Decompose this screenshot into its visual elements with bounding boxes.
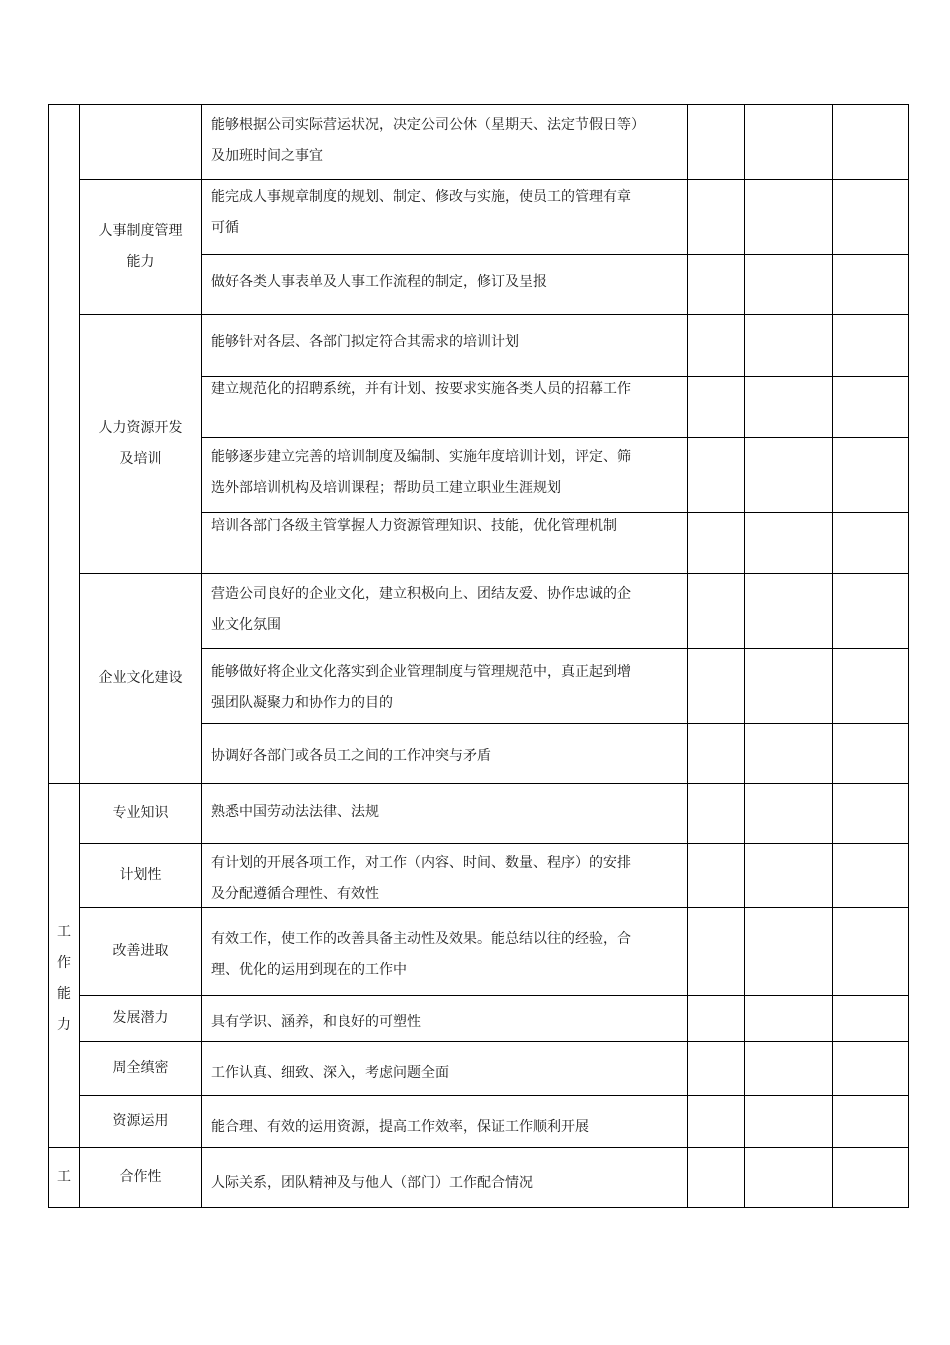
row-line xyxy=(79,995,909,996)
category-label: 计划性 xyxy=(119,867,162,883)
item-text: 工作认真、细致、深入，考虑问题全面 xyxy=(211,1065,449,1081)
row-line xyxy=(79,1041,909,1042)
section-label-char: 能 xyxy=(57,986,71,1002)
section-label-char: 力 xyxy=(57,1017,71,1033)
category-label: 发展潜力 xyxy=(112,1010,169,1026)
item-text: 具有学识、涵养，和良好的可塑性 xyxy=(211,1014,421,1030)
item-text: 有计划的开展各项工作，对工作（内容、时间、数量、程序）的安排及分配遵循合理性、有效性 xyxy=(211,855,631,902)
category-label: 专业知识 xyxy=(112,805,169,821)
item-text: 做好各类人事表单及人事工作流程的制定，修订及呈报 xyxy=(211,274,547,290)
category-label: 改善进取 xyxy=(112,943,169,959)
score-cell[interactable] xyxy=(833,105,908,179)
row-line xyxy=(79,179,909,180)
section-label-char: 作 xyxy=(57,955,71,971)
row-line xyxy=(201,254,909,255)
section-label-work-ability xyxy=(49,884,79,1074)
category-label: 人事制度管理能力 xyxy=(98,223,183,270)
item-text: 建立规范化的招聘系统，并有计划、按要求实施各类人员的招幕工作 xyxy=(211,381,631,397)
row-line xyxy=(79,573,909,574)
evaluation-table xyxy=(48,104,909,1208)
table-border-right xyxy=(908,104,909,1208)
item-text: 能合理、有效的运用资源，提高工作效率，保证工作顺利开展 xyxy=(211,1119,589,1135)
item-text: 熟悉中国劳动法法律、法规 xyxy=(211,804,379,820)
category-label: 企业文化建设 xyxy=(98,670,183,686)
category-label: 人力资源开发及培训 xyxy=(98,420,183,467)
col-line-4 xyxy=(744,104,745,1208)
item-text: 能够逐步建立完善的培训制度及编制、实施年度培训计划，评定、筛选外部培训机构及培训课程；帮助员工建立职业生涯规划 xyxy=(211,449,631,496)
col-line-2 xyxy=(201,104,202,1208)
category-label: 合作性 xyxy=(119,1169,162,1185)
category-label: 资源运用 xyxy=(112,1113,169,1129)
item-text: 协调好各部门或各员工之间的工作冲突与矛盾 xyxy=(211,748,491,764)
item-text: 能完成人事规章制度的规划、制定、修改与实施，使员工的管理有章可循 xyxy=(211,189,631,236)
col-line-3 xyxy=(687,104,688,1208)
item-text: 培训各部门各级主管掌握人力资源管理知识、技能，优化管理机制 xyxy=(211,518,617,534)
row-line xyxy=(79,314,909,315)
score-cell[interactable] xyxy=(745,105,832,179)
item-text: 能够针对各层、各部门拟定符合其需求的培训计划 xyxy=(211,334,519,350)
section-label-work-attitude: 工 xyxy=(57,1169,71,1185)
table-border-bottom xyxy=(48,1207,909,1208)
row-line xyxy=(201,648,909,649)
row-line xyxy=(201,723,909,724)
category-label: 周全缜密 xyxy=(112,1060,169,1076)
row-line xyxy=(79,1095,909,1096)
item-text: 能够做好将企业文化落实到企业管理制度与管理规范中，真正起到增强团队凝聚力和协作力的目的 xyxy=(211,664,631,711)
section-label-char: 工 xyxy=(57,924,71,940)
item-text: 能够根据公司实际营运状况，决定公司公休（星期天、法定节假日等）及加班时间之事宜 xyxy=(211,117,638,164)
col-line-5 xyxy=(832,104,833,1208)
row-line xyxy=(201,437,909,438)
score-cell[interactable] xyxy=(688,105,744,179)
item-text: 营造公司良好的企业文化，建立积极向上、团结友爱、协作忠诚的企业文化氛围 xyxy=(211,586,631,633)
item-text: 人际关系，团队精神及与他人（部门）工作配合情况 xyxy=(211,1175,533,1191)
item-text: 有效工作，使工作的改善具备主动性及效果。能总结以往的经验，合理、优化的运用到现在的工作中 xyxy=(211,931,631,978)
row-line xyxy=(79,843,909,844)
